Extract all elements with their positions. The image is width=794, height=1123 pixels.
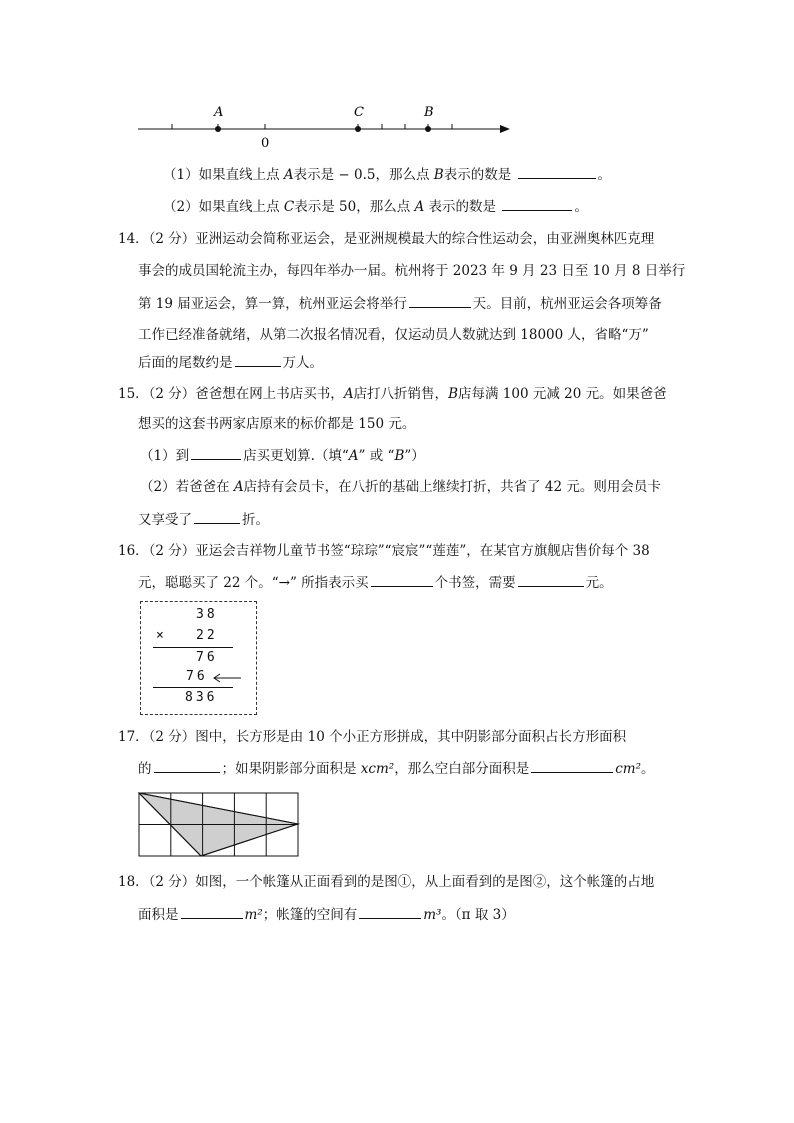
q17-answer-blank-1[interactable] <box>154 758 220 773</box>
q16-line2: 元，聪聪买了 22 个。“→” 所指表示买 个书签，需要 元。 <box>138 572 613 593</box>
calc-operator: × <box>156 628 167 643</box>
q13-part1: （1）如果直线上点 A表示是 − 0.5，那么点 B表示的数是 。 <box>163 164 611 185</box>
q15-answer-blank-2[interactable] <box>194 509 240 524</box>
q15-line2: 想买的这套书两家店原来的标价都是 150 元。 <box>138 416 416 432</box>
label-a: A <box>214 105 224 120</box>
point-c <box>355 126 361 132</box>
q14-line2: 事会的成员国轮流主办，每四年举办一届。杭州将于 2023 年 9 月 23 日至 10 月 8 日举行 <box>138 263 686 279</box>
q14-answer-blank-1[interactable] <box>409 293 471 308</box>
q17-answer-blank-2[interactable] <box>531 758 613 773</box>
q15-line4: （2）若爸爸在 A店持有会员卡，在八折的基础上继续打折，共省了 42 元。则用会员卡 <box>140 479 661 495</box>
number-line-figure <box>130 98 520 154</box>
q14-line3: 第 19 届亚运会，算一算，杭州亚运会将举行 天。目前，杭州亚运会各项筹备 <box>138 293 662 314</box>
left-arrow-icon <box>211 672 243 684</box>
q16-answer-blank-1[interactable] <box>371 572 433 587</box>
q13-answer-blank-2[interactable] <box>502 196 572 211</box>
calc-row-1: 38 <box>196 607 218 622</box>
calc-row-2: 22 <box>196 628 218 643</box>
multiplication-box <box>140 601 257 715</box>
q17-line1: 17．（2 分）图中，长方形是由 10 个小正方形拼成，其中阴影部分面积占长方形面积 <box>118 729 627 745</box>
q16-answer-blank-2[interactable] <box>518 572 584 587</box>
calc-row-4: 76 <box>186 669 208 684</box>
q15-answer-blank-1[interactable] <box>191 445 241 460</box>
calc-divider-2 <box>153 687 233 688</box>
calc-row-5: 836 <box>185 690 218 705</box>
q17-line2: 的 ；如果阴影部分面积是 xcm²，那么空白部分面积是 cm²。 <box>138 758 654 779</box>
q16-line1: 16．（2 分）亚运会吉祥物儿童节书签“琮琮”“宸宸”“莲莲”，在某官方旗舰店售价每个 38 <box>118 543 650 559</box>
arrow-head-icon <box>500 125 510 133</box>
q15-line1: 15．（2 分）爸爸想在网上书店买书，A店打八折销售，B店每满 100 元减 20 元。如果爸爸 <box>118 386 667 402</box>
q13-part2: （2）如果直线上点 C表示是 50，那么点 A 表示的数是 。 <box>163 196 588 217</box>
label-b: B <box>424 105 434 120</box>
rectangle-grid-figure <box>137 791 301 859</box>
point-b <box>425 126 431 132</box>
label-zero: 0 <box>261 136 270 151</box>
q15-line5: 又享受了 折。 <box>138 509 269 530</box>
label-c: C <box>354 105 364 120</box>
q14-answer-blank-2[interactable] <box>235 352 281 367</box>
q14-line1: 14．（2 分）亚洲运动会简称亚运会，是亚洲规模最大的综合性运动会，由亚洲奥林匹克理 <box>118 231 655 247</box>
q18-line2: 面积是 m²；帐篷的空间有 m³。（π 取 3） <box>138 904 515 925</box>
q18-line1: 18．（2 分）如图，一个帐篷从正面看到的是图①，从上面看到的是图②，这个帐篷的占地 <box>118 874 655 890</box>
q14-line5: 后面的尾数约是 万人。 <box>138 352 323 373</box>
calc-row-3: 76 <box>196 650 218 665</box>
q15-line3: （1）到 店买更划算.（填“A” 或 “B”） <box>140 445 425 466</box>
point-a <box>215 126 221 132</box>
q14-line4: 工作已经准备就绪，从第二次报名情况看，仅运动员人数就达到 18000 人，省略“万” <box>138 327 649 343</box>
q18-answer-blank-1[interactable] <box>181 904 243 919</box>
calc-divider-1 <box>153 647 233 648</box>
q13-answer-blank-1[interactable] <box>518 164 596 179</box>
q18-answer-blank-2[interactable] <box>359 904 421 919</box>
